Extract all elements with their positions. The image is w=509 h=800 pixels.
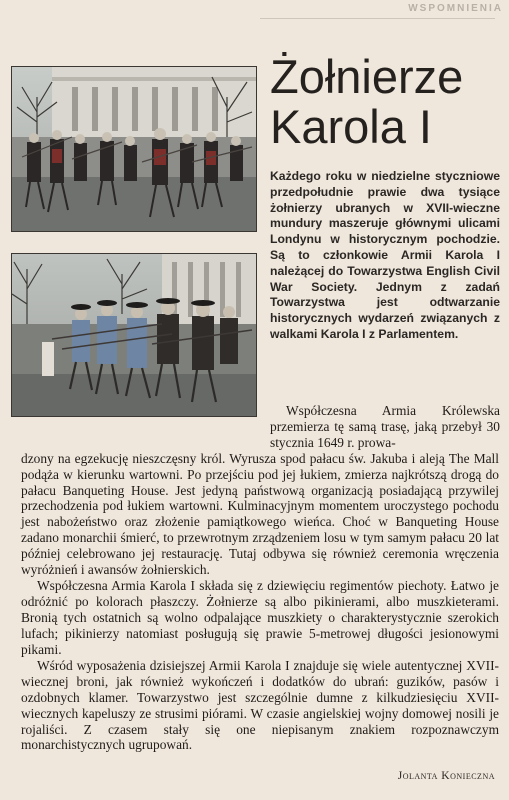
author-byline: Jolanta Konieczna <box>397 770 495 782</box>
title-line-1: Żołnierze <box>270 50 464 103</box>
paragraph-3: Wśród wyposażenia dzisiejszej Armii Karola I znajduje się wiele autentycznej XVII-wiecznej broni, jak również wykończeń i dodatków do ubrań: guzików, pasów i ozdobnych klamer. Towarzystwo jest szczególnie dumne z kilkudziesięciu XVII-wiecznych kapeluszy ze strusimi piórami. W czasie angielskiej wojny domowej nosili je rojaliści. Z czasem stały się one niepisanym znakiem rozpoznawczym monarchistycznych ugrupowań. <box>21 658 499 753</box>
article-title <box>270 52 490 152</box>
header-rule <box>260 18 495 19</box>
section-tag: WSPOMNIENIA <box>408 3 503 14</box>
article-body <box>21 451 499 754</box>
photo-soldiers-marching-1 <box>11 66 257 232</box>
title-line-2: Karola I <box>270 100 432 153</box>
article-lead: Każdego roku w niedzielne styczniowe przedpołudnie prawie dwa tysiące żołnierzy ubranych w XVII-wieczne mundury maszeruje głównymi ulicami Londynu w historycznym pochodzie. Są to członkowie Armii Karola I należącej do Towarzystwa English Civil War Society. Jednym z zadań Towarzystwa jest odtwarzanie historycznych wydarzeń związanych z walkami Karola I z Parlamentem. <box>270 169 500 341</box>
paragraph-1-start: Współczesna Armia Królewska przemierza tę samą trasę, jaką przebył 30 stycznia 1649 r. prowa- <box>270 403 500 450</box>
photo-soldiers-marching-2 <box>11 253 257 417</box>
paragraph-2: Współczesna Armia Karola I składa się z dziewięciu regimentów piechoty. Łatwo je odróżnić po kolorach płaszczy. Żołnierze są albo pikinierami, albo muszkieterami. Bronią tych ostatnich są wolno odpalające muszkiety o charakterystycznie szerokich lufach; pikinierzy natomiast posługują się prawie 5-metrowej długości jesionowymi pikami. <box>21 578 499 657</box>
paragraph-1-continued: dzony na egzekucję nieszczęsny król. Wyrusza spod pałacu św. Jakuba i aleją The Mall podąża w kierunku wartowni. Po przejściu pod jej łukiem, zmierza najkrótszą drogą do pałacu Banqueting House. Jest jedyną państwową organizacją posiadającą przywilej przechodzenia pod łukiem wartowni. Kulminacyjnym momentem uroczystego pochodu jest nabożeństwo oraz złożenie pamiątkowego wieńca. Choć w Banqueting House zadano monarchii śmierć, to przewrotnym zrządzeniem losu w tym samym pałacu 20 lat później celebrowano jej restaurację. Tutaj odbywa się również ceremonia wręczenia wyróżnień i awansów żołnierskich. <box>21 451 499 577</box>
